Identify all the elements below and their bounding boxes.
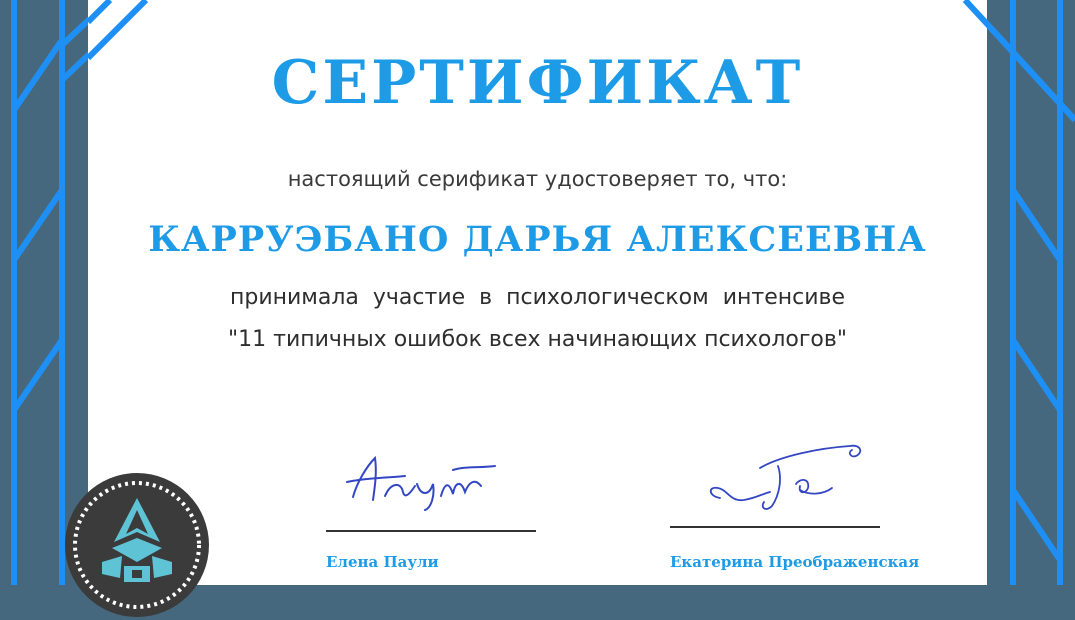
signatory-name-right: Екатерина Преображенская — [670, 553, 920, 571]
signatory-name-left: Елена Паули — [326, 553, 439, 571]
participation-text: принимала участие в психологическом интенсиве — [229, 285, 846, 310]
signature-left — [345, 452, 515, 512]
signature-line-right — [670, 526, 880, 528]
certificate-intro: настоящий серификат удостоверяет то, что: — [287, 167, 788, 191]
seal-emblem-icon — [62, 470, 212, 620]
signature-line-left — [326, 530, 536, 532]
certificate-title: СЕРТИФИКАТ — [271, 48, 804, 118]
recipient-name: КАРРУЭБАНО ДАРЬЯ АЛЕКСЕЕВНА — [148, 219, 927, 260]
signature-right — [700, 438, 870, 518]
event-name: "11 типичных ошибок всех начинающих психологов" — [228, 327, 847, 352]
